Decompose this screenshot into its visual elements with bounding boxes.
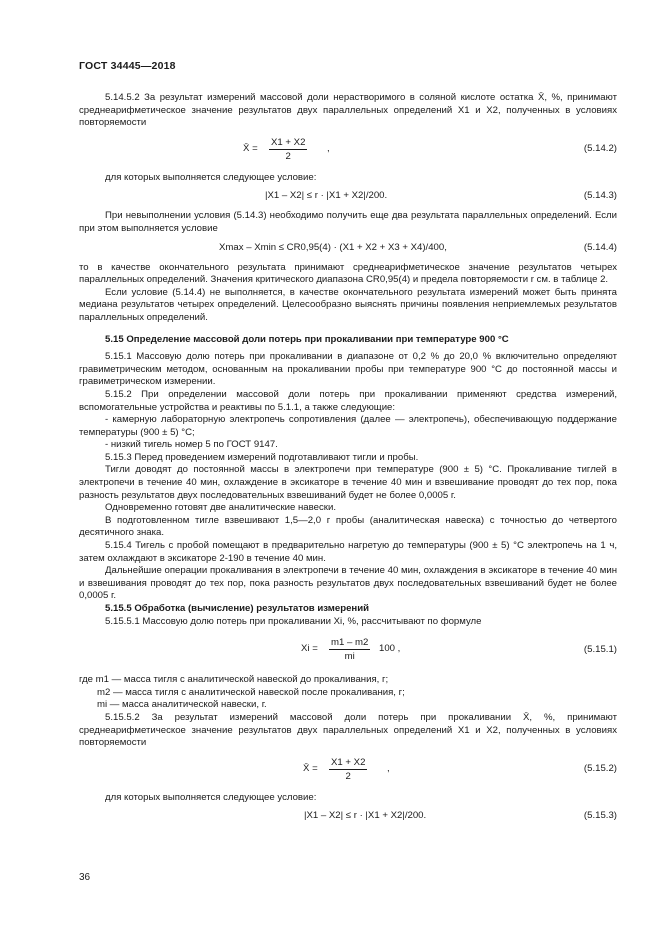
- equation-number: (5.14.4): [583, 241, 617, 253]
- equation-tail: ,: [387, 762, 390, 774]
- fraction-numerator: X1 + X2: [271, 136, 306, 148]
- document-header: ГОСТ 34445—2018: [79, 60, 176, 72]
- fraction-denominator: mi: [344, 651, 355, 663]
- equation-tail: 100 ,: [379, 643, 401, 655]
- equation-5-14-2: [79, 136, 617, 166]
- paragraph: 5.15.2 При определении массовой доли потерь при прокаливании применяют средства измерений, вспомогательные устройства и реактивы по 5.1.1, а также следующие:: [79, 388, 617, 413]
- paragraph: Одновременно готовят две аналитические навески.: [105, 502, 336, 514]
- definition-line: m2 — масса тигля с аналитической навеской после прокаливания, г;: [97, 686, 405, 698]
- fraction-denominator: 2: [285, 150, 291, 162]
- paragraph: 5.15.5.1 Массовую долю потерь при прокаливании Xi, %, рассчитывают по формуле: [105, 615, 482, 627]
- section-heading: 5.15 Определение массовой доли потерь при прокаливании при температуре 900 °С: [105, 333, 509, 345]
- equation-expression: Xmax – Xmin ≤ CR0,95(4) · (X1 + X2 + X3 + X4)/400,: [219, 241, 447, 253]
- fraction: [303, 756, 390, 783]
- paragraph: Тигли доводят до постоянной массы в электропечи при температуре (900 ± 5) °С. Прокаливание тиглей в электропечи в течение 40 мин, охлаждение в эксикаторе в течение 40 мин и взвешивание проводят до тех пор, пока разность результатов двух последовательных взвешиваний будет не более 0,0005 г.: [79, 464, 617, 501]
- equation-5-15-1: [79, 634, 617, 668]
- paragraph: то в качестве окончательного результата принимают среднеарифметическое значение результатов четырех параллельных определений. Значения критического диапазона CR0,95(4) и предела повторяемости r см. в таблице 2.: [79, 261, 617, 286]
- paragraph: для которых выполняется следующее условие:: [105, 171, 317, 183]
- equation-lhs: X̄ =: [303, 762, 318, 774]
- equation-number: (5.15.1): [583, 644, 617, 656]
- fraction: [301, 636, 401, 663]
- paragraph: 5.15.1 Массовую долю потерь при прокаливании в диапазоне от 0,2 % до 20,0 % включительно определяют гравиметрическим методом, основанным на прокаливании пробы при температуре 900 °С до постоянной массы и гравиметрическом измерении.: [79, 351, 617, 388]
- variable-definitions: [79, 674, 617, 712]
- definition-line: где m1 — масса тигля с аналитической навеской до прокаливания, г;: [79, 674, 389, 686]
- paragraph: В подготовленном тигле взвешивают 1,5—2,0 г пробы (аналитическая навеска) с точностью до четвертого десятичного знака.: [79, 514, 617, 539]
- equation-5-15-2: [79, 756, 617, 786]
- subsection-heading: 5.15.5 Обработка (вычисление) результатов измерений: [105, 603, 370, 614]
- equation-5-14-4: [79, 240, 617, 258]
- fraction-numerator: X1 + X2: [331, 756, 366, 768]
- equation-5-15-3: [79, 808, 617, 826]
- fraction-numerator: m1 – m2: [331, 637, 369, 649]
- fraction-denominator: 2: [345, 770, 351, 782]
- page-number: 36: [79, 872, 91, 883]
- list-item: - низкий тигель номер 5 по ГОСТ 9147.: [105, 439, 278, 451]
- document-body: [79, 92, 617, 830]
- equation-tail: ,: [327, 142, 330, 154]
- paragraph: 5.15.4 Тигель с пробой помещают в предварительно нагретую до температуры (900 ± 5) °С электропечь на 1 ч, затем охлаждают в эксикаторе 2-190 в течение 40 мин.: [79, 540, 617, 564]
- definition-line: mi — масса аналитической навески, г.: [97, 699, 267, 711]
- paragraph: 5.14.5.2 За результат измерений массовой доли нерастворимого в соляной кислоте остатка X̄, %, принимают среднеарифметическое значение результатов двух параллельных определений X1 и X2, полученных в условиях повторяемости: [79, 92, 617, 129]
- equation-lhs: Xi =: [301, 643, 318, 655]
- equation-5-14-3: [79, 188, 617, 206]
- paragraph: Дальнейшие операции прокаливания в электропечи в течение 40 мин, охлаждения в эксикаторе в течение 40 мин и взвешивания проводят до тех пор, пока разность результатов двух последовательных взвешиваний будет не более 0,0005 г.: [79, 565, 617, 602]
- equation-lhs: X̄ =: [243, 142, 258, 154]
- equation-number: (5.14.3): [583, 190, 617, 202]
- equation-expression: |X1 – X2| ≤ r · |X1 + X2|/200.: [265, 190, 388, 202]
- equation-number: (5.15.3): [583, 810, 617, 822]
- paragraph: для которых выполняется следующее условие:: [105, 791, 317, 803]
- paragraph: Если условие (5.14.4) не выполняется, в качестве окончательного результата измерений может быть принята медиана результатов четырех определений. Целесообразно выяснять причины появления неприемлемых результатов параллельных определений.: [79, 286, 617, 323]
- equation-number: (5.14.2): [583, 142, 617, 154]
- fraction: [243, 136, 330, 163]
- equation-number: (5.15.2): [583, 762, 617, 774]
- list-item: - камерную лабораторную электропечь сопротивления (далее — электропечь), обеспечивающую поддержание температуры (900 ± 5) °С;: [79, 414, 617, 438]
- paragraph: 5.15.5.2 За результат измерений массовой доли потерь при прокаливании X̄, %, принимают среднеарифметическое значение результатов двух параллельных определений X1 и X2, полученных в условиях повторяемости: [79, 711, 617, 749]
- paragraph: 5.15.3 Перед проведением измерений подготавливают тигли и пробы.: [105, 451, 419, 463]
- paragraph: При невыполнении условия (5.14.3) необходимо получить еще два результата параллельных определений. Если при этом выполняется условие: [79, 210, 617, 234]
- equation-expression: |X1 – X2| ≤ r · |X1 + X2|/200.: [304, 810, 427, 822]
